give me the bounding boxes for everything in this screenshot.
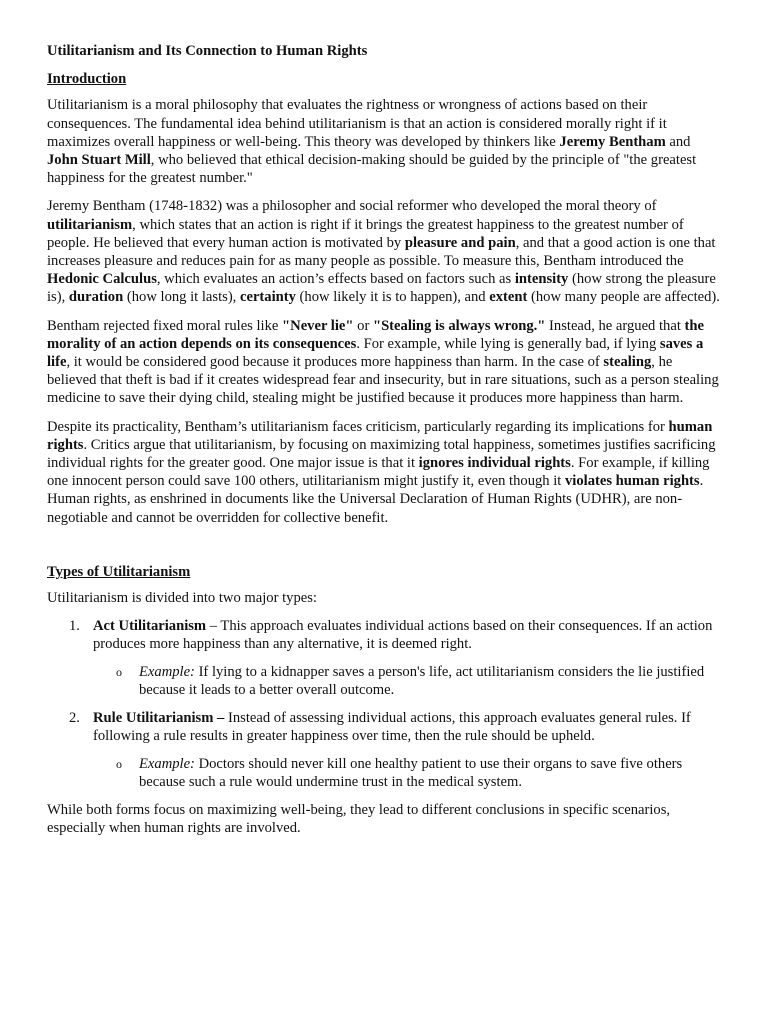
text-run: (how long it lasts), <box>123 289 240 306</box>
bold-text-run: intensity <box>514 271 569 288</box>
text-run: . Critics argue that utilitarianism, by focusing on maximizing total happiness, sometimes justifies sacrificing individual rights for the greater good. One major issue is that it <box>47 436 716 472</box>
example-text: Doctors should never kill one healthy patient to use their organs to save five others because such a rule would undermine trust in the medical system. <box>139 755 683 790</box>
text-run: Jeremy Bentham (1748-1832) was a philosopher and social reformer who developed the moral theory of <box>47 198 657 215</box>
text-run: Despite its practicality, Bentham’s utilitarianism faces criticism, particularly regarding its implications for <box>47 418 669 435</box>
bold-text-run: "Stealing is always wrong." <box>372 317 546 334</box>
text-run: . For example, if killing one innocent person could save 100 others, utilitarianism might justify it, even though it <box>47 455 710 490</box>
text-run: . Human rights, as enshrined in documents like the Universal Declaration of Human Rights (UDHR), are non-negotiable and cannot be overridden for collective benefit. <box>47 473 704 526</box>
types-lead: Utilitarianism is divided into two major types: <box>47 590 317 607</box>
text-run: . For example, while lying is generally bad, if lying <box>356 335 660 352</box>
type-description: – This approach evaluates individual actions based on their consequences. If an action produces more happiness than any alternative, it is deemed right. <box>93 618 713 653</box>
bullet-icon: o <box>116 664 122 679</box>
list-number: 2. <box>69 710 80 727</box>
types-list <box>47 617 722 791</box>
types-heading: Types of Utilitarianism <box>47 563 191 580</box>
intro-paragraph-2 <box>47 197 722 306</box>
example-list <box>93 755 722 791</box>
types-item-rule <box>47 709 722 791</box>
bold-text-run: Jeremy Bentham <box>559 133 666 150</box>
bold-text-run: violates human rights <box>565 473 700 490</box>
intro-paragraph-3 <box>47 317 722 408</box>
bold-text-run: "Never lie" <box>282 317 354 334</box>
text-run: , who believed that ethical decision-making should be guided by the principle of "the greatest happiness for the greatest number." <box>47 152 697 187</box>
type-description: Instead of assessing individual actions, this approach evaluates general rules. If following a rule results in greater happiness over time, then the rule should be upheld. <box>93 710 691 745</box>
text-run: , he believed that theft is bad if it creates widespread fear and insecurity, but in rare situations, such as a person stealing medicine to save their dying child, stealing might be justified because it produces more happiness than harm. <box>47 354 719 407</box>
bold-text-run: human rights <box>47 418 713 453</box>
text-run: , which evaluates an action’s effects based on factors such as <box>156 271 515 288</box>
bold-text-run: stealing <box>603 354 652 371</box>
text-run: (how many people are affected). <box>527 289 720 306</box>
bold-text-run: utilitarianism <box>47 216 133 233</box>
bold-text-run: duration <box>68 289 124 306</box>
bullet-icon: o <box>116 756 122 771</box>
bold-text-run: the morality of an action depends on its consequences <box>47 317 705 352</box>
type-label: Act Utilitarianism <box>93 618 207 635</box>
bold-text-run: extent <box>489 289 528 306</box>
text-run: Utilitarianism is a moral philosophy that evaluates the rightness or wrongness of actions based on their consequences. The fundamental idea behind utilitarianism is that an action is considered morally right if it maximizes overall happiness or well-being. This theory was developed by thinkers like <box>47 97 667 150</box>
example-label: Example: <box>139 663 195 680</box>
bold-text-run: Hedonic Calculus <box>47 271 157 288</box>
text-run: and <box>665 133 691 150</box>
intro-paragraph-1 <box>47 96 722 187</box>
document-title: Utilitarianism and Its Connection to Human Rights <box>47 43 368 59</box>
example-list <box>93 663 722 699</box>
example-text: If lying to a kidnapper saves a person's life, act utilitarianism considers the lie justified because it leads to a better overall outcome. <box>139 663 705 698</box>
example-item <box>93 663 722 699</box>
types-conclusion: While both forms focus on maximizing well-being, they lead to different conclusions in specific scenarios, especially when human rights are involved. <box>47 801 671 837</box>
intro-paragraph-4 <box>47 418 722 527</box>
bold-text-run: pleasure and pain <box>404 234 516 251</box>
type-label: Rule Utilitarianism – <box>93 710 225 727</box>
list-number: 1. <box>69 618 80 635</box>
bold-text-run: John Stuart Mill <box>47 152 151 169</box>
text-run: , which states that an action is right if it brings the greatest happiness to the greatest number of people. He believed that every human action is motivated by <box>47 216 684 251</box>
text-run: , it would be considered good because it produces more happiness than harm. In the case of <box>66 354 604 371</box>
text-run: , and that a good action is one that increases pleasure and reduces pain for as many people as possible. To measure this, Bentham introduced the <box>47 234 716 270</box>
text-run: Instead, he argued that <box>545 317 685 334</box>
example-label: Example: <box>139 755 195 772</box>
text-run: Bentham rejected fixed moral rules like <box>47 317 283 334</box>
types-item-act <box>47 617 722 699</box>
example-item <box>93 755 722 791</box>
text-run: (how likely it is to happen), and <box>295 289 490 306</box>
bold-text-run: certainty <box>239 289 296 306</box>
bold-text-run: ignores individual rights <box>418 455 571 472</box>
text-run: (how strong the pleasure is), <box>47 271 716 306</box>
introduction-heading: Introduction <box>47 71 127 88</box>
text-run: or <box>353 317 373 334</box>
section-spacer <box>47 537 722 563</box>
bold-text-run: saves a life <box>47 335 704 371</box>
